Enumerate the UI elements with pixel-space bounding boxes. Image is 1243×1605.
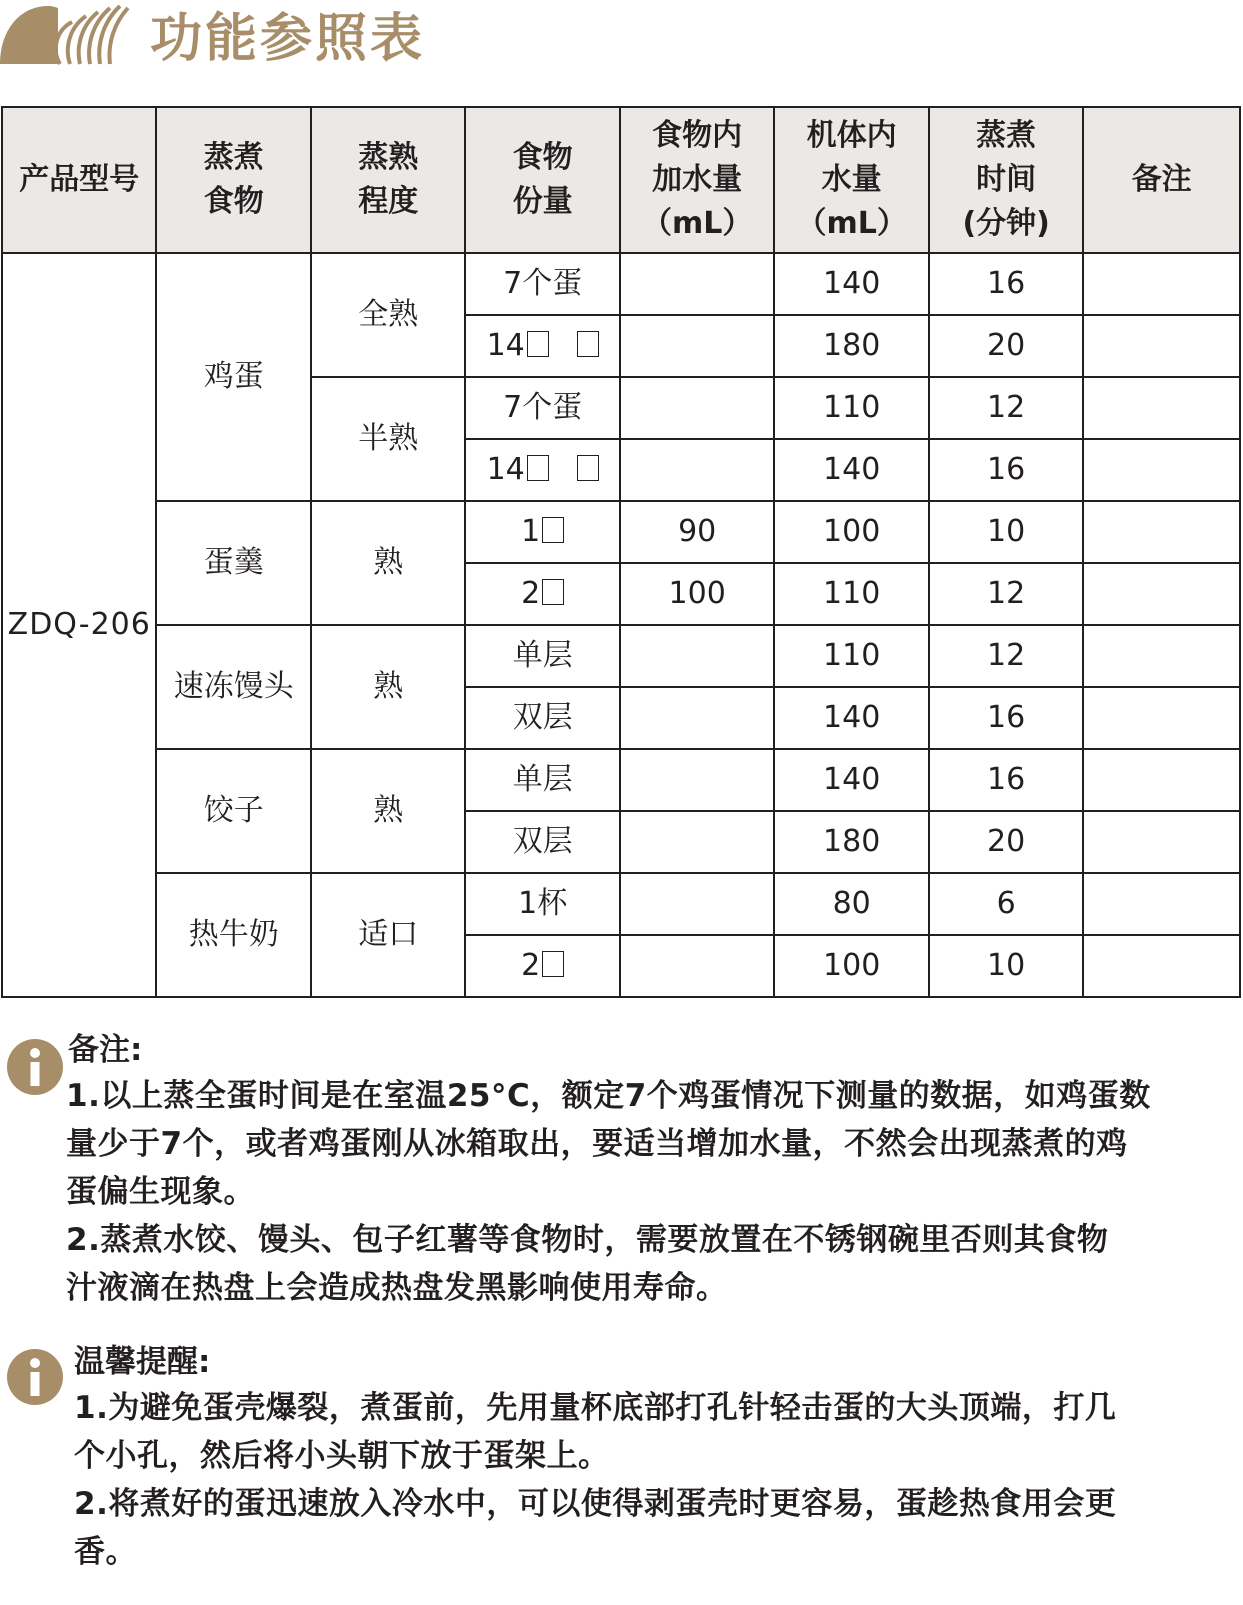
water-in-body-cell: 140 <box>774 439 928 501</box>
portion-cell: 双层 <box>465 811 619 873</box>
table-row <box>2 501 1240 563</box>
table-row <box>2 253 1240 315</box>
remark-cell <box>1083 563 1240 625</box>
table-row <box>2 873 1240 935</box>
header-portion: 食物 份量 <box>465 107 619 253</box>
portion-cell: 双层 <box>465 687 619 749</box>
header-water-in-food: 食物内 加水量 （mL） <box>620 107 774 253</box>
header-time: 蒸煮 时间 (分钟) <box>929 107 1083 253</box>
food-cell: 鸡蛋 <box>156 253 310 501</box>
time-cell: 10 <box>929 501 1083 563</box>
portion-cell: 7个蛋 <box>465 253 619 315</box>
water-in-food-cell <box>620 253 774 315</box>
water-in-food-cell <box>620 935 774 997</box>
tips-line: 2.将煮好的蛋迅速放入冷水中，可以使得剥蛋壳时更容易，蛋趁热食用会更 <box>74 1486 1117 1522</box>
water-in-food-cell <box>620 811 774 873</box>
page-header <box>0 0 1243 80</box>
tips-line: 个小孔，然后将小头朝下放于蛋架上。 <box>74 1438 610 1474</box>
water-in-body-cell: 100 <box>774 935 928 997</box>
info-icon <box>6 1038 64 1096</box>
table-row <box>2 625 1240 687</box>
portion-cell: 14 <box>465 315 619 377</box>
notes-line: 汁液滴在热盘上会造成热盘发黑影响使用寿命。 <box>66 1270 728 1306</box>
water-in-body-cell: 110 <box>774 563 928 625</box>
missing-glyph-box <box>577 455 599 481</box>
doneness-cell: 熟 <box>311 501 465 625</box>
water-in-food-cell <box>620 439 774 501</box>
water-in-food-cell: 90 <box>620 501 774 563</box>
notes-line: 1.以上蒸全蛋时间是在室温25°C，额定7个鸡蛋情况下测量的数据，如鸡蛋数 <box>66 1078 1151 1114</box>
time-cell: 16 <box>929 749 1083 811</box>
function-reference-table <box>1 106 1241 998</box>
portion-cell: 2 <box>465 935 619 997</box>
water-in-body-cell: 80 <box>774 873 928 935</box>
time-cell: 12 <box>929 563 1083 625</box>
food-cell: 速冻馒头 <box>156 625 310 749</box>
water-in-food-cell <box>620 377 774 439</box>
remark-cell <box>1083 687 1240 749</box>
water-in-food-cell <box>620 749 774 811</box>
water-in-body-cell: 140 <box>774 687 928 749</box>
tips-line: 香。 <box>74 1534 137 1570</box>
missing-glyph-box <box>527 331 549 357</box>
time-cell: 12 <box>929 377 1083 439</box>
remark-cell <box>1083 315 1240 377</box>
notes-line: 蛋偏生现象。 <box>66 1174 255 1210</box>
portion-cell: 14 <box>465 439 619 501</box>
notes-line: 量少于7个，或者鸡蛋刚从冰箱取出，要适当增加水量，不然会出现蒸煮的鸡 <box>66 1126 1128 1162</box>
portion-cell: 单层 <box>465 625 619 687</box>
time-cell: 6 <box>929 873 1083 935</box>
header-model: 产品型号 <box>2 107 156 253</box>
doneness-cell: 熟 <box>311 625 465 749</box>
tips-title: 温馨提醒: <box>74 1344 211 1380</box>
water-in-body-cell: 100 <box>774 501 928 563</box>
time-cell: 20 <box>929 315 1083 377</box>
time-cell: 16 <box>929 439 1083 501</box>
time-cell: 10 <box>929 935 1083 997</box>
missing-glyph-box <box>542 517 564 543</box>
doneness-cell: 熟 <box>311 749 465 873</box>
table-header-row <box>2 107 1240 253</box>
remark-cell <box>1083 253 1240 315</box>
time-cell: 16 <box>929 253 1083 315</box>
water-in-body-cell: 140 <box>774 253 928 315</box>
water-in-food-cell <box>620 625 774 687</box>
remark-cell <box>1083 439 1240 501</box>
portion-cell: 7个蛋 <box>465 377 619 439</box>
portion-cell: 单层 <box>465 749 619 811</box>
water-in-body-cell: 180 <box>774 811 928 873</box>
model-cell: ZDQ-206 <box>2 253 156 997</box>
notes-line: 2.蒸煮水饺、馒头、包子红薯等食物时，需要放置在不锈钢碗里否则其食物 <box>66 1222 1109 1258</box>
remark-cell <box>1083 377 1240 439</box>
time-cell: 12 <box>929 625 1083 687</box>
tips-line: 1.为避免蛋壳爆裂，煮蛋前，先用量杯底部打孔针轻击蛋的大头顶端，打几 <box>74 1390 1117 1426</box>
food-cell: 饺子 <box>156 749 310 873</box>
rainbow-arc-logo-icon <box>0 0 130 70</box>
water-in-body-cell: 180 <box>774 315 928 377</box>
water-in-body-cell: 110 <box>774 625 928 687</box>
water-in-food-cell: 100 <box>620 563 774 625</box>
remark-cell <box>1083 873 1240 935</box>
food-cell: 蛋羹 <box>156 501 310 625</box>
time-cell: 16 <box>929 687 1083 749</box>
missing-glyph-box <box>527 455 549 481</box>
water-in-food-cell <box>620 315 774 377</box>
doneness-cell: 适口 <box>311 873 465 997</box>
portion-cell: 1杯 <box>465 873 619 935</box>
portion-cell: 2 <box>465 563 619 625</box>
table-row <box>2 749 1240 811</box>
doneness-cell: 半熟 <box>311 377 465 501</box>
water-in-food-cell <box>620 873 774 935</box>
notes-title: 备注: <box>68 1032 143 1068</box>
remark-cell <box>1083 749 1240 811</box>
remark-cell <box>1083 501 1240 563</box>
missing-glyph-box <box>542 579 564 605</box>
remark-cell <box>1083 811 1240 873</box>
header-food: 蒸煮 食物 <box>156 107 310 253</box>
time-cell: 20 <box>929 811 1083 873</box>
doneness-cell: 全熟 <box>311 253 465 377</box>
water-in-body-cell: 140 <box>774 749 928 811</box>
missing-glyph-box <box>542 951 564 977</box>
water-in-body-cell: 110 <box>774 377 928 439</box>
header-doneness: 蒸熟 程度 <box>311 107 465 253</box>
missing-glyph-box <box>577 331 599 357</box>
food-cell: 热牛奶 <box>156 873 310 997</box>
remark-cell <box>1083 935 1240 997</box>
header-remark: 备注 <box>1083 107 1240 253</box>
water-in-food-cell <box>620 687 774 749</box>
info-icon <box>6 1348 64 1406</box>
portion-cell: 1 <box>465 501 619 563</box>
page-title: 功能参照表 <box>150 9 426 69</box>
header-water-in-body: 机体内 水量 （mL） <box>774 107 928 253</box>
remark-cell <box>1083 625 1240 687</box>
